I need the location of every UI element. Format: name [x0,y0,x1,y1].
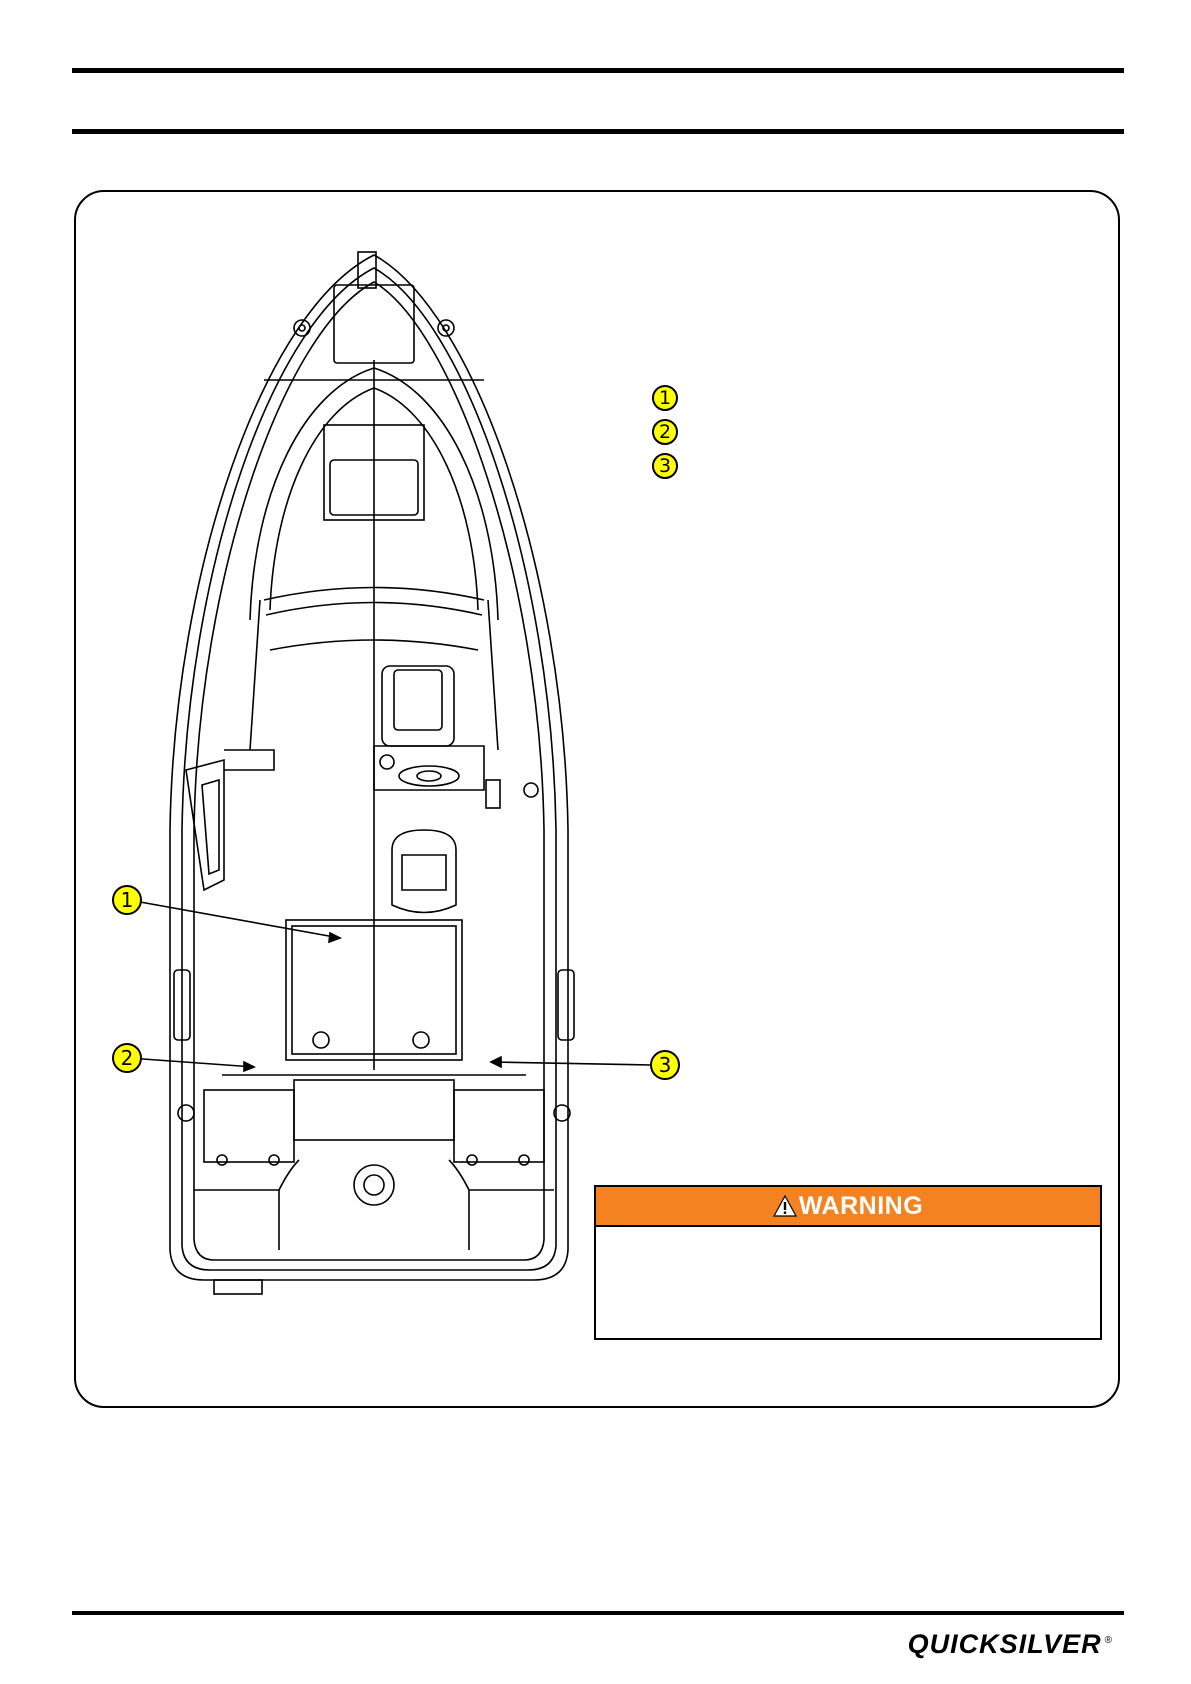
header-rule-bottom [72,129,1124,134]
diagram-callout-2 [112,1043,142,1073]
footer-rule [72,1611,1124,1615]
warning-header [596,1187,1100,1227]
warning-title: WARNING [798,1191,924,1220]
legend-item [652,381,688,415]
legend-callout: 1 [652,385,678,411]
legend-item [652,449,688,483]
legend-callout: 2 [652,419,678,445]
quicksilver-logo [908,1629,1113,1660]
logo-text: QUICKSILVER [907,1629,1102,1659]
diagram-callout-1 [112,885,142,915]
legend-item [652,415,688,449]
warning-body [596,1227,1100,1247]
callout-number: 2 [120,1046,134,1070]
callout-legend [652,381,688,483]
header-rule-top [72,68,1124,73]
warning-triangle-icon [773,1194,797,1218]
diagram-callout-3 [650,1050,680,1080]
registered-mark: ® [1104,1635,1113,1646]
legend-callout: 3 [652,453,678,479]
callout-number: 3 [658,1053,672,1077]
callout-number: 1 [120,888,134,912]
warning-box [594,1185,1102,1340]
